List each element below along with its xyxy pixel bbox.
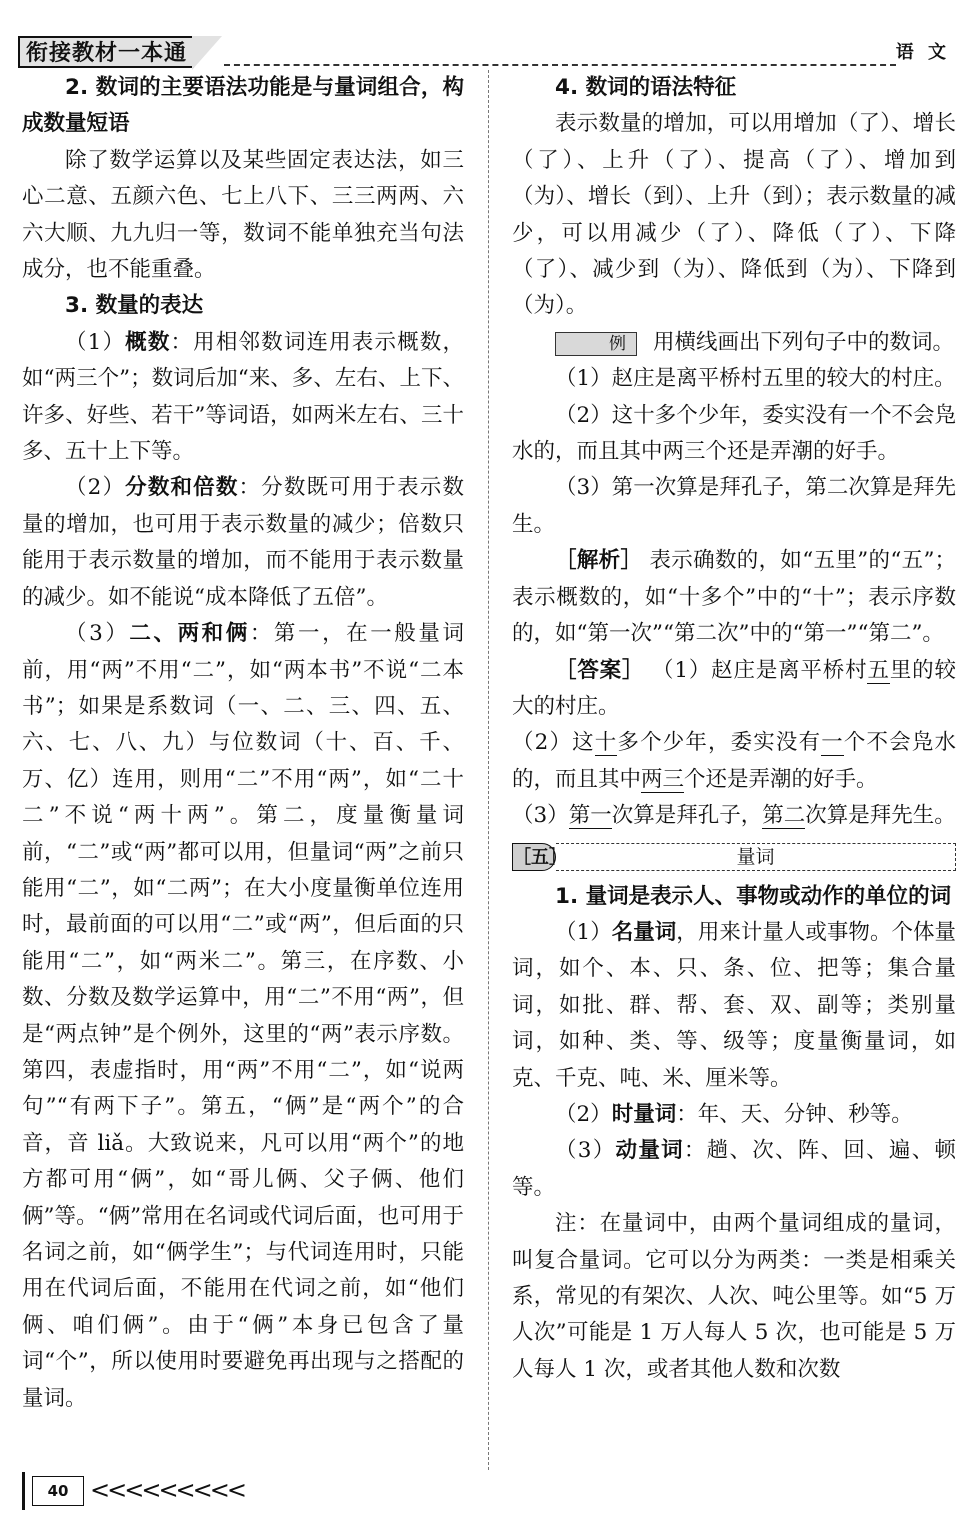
text: （3） <box>512 803 569 829</box>
text: 里的较大的村庄。 <box>512 657 956 719</box>
section-bar <box>512 841 956 875</box>
term-verb-classifier: 动量词 <box>615 1138 684 1164</box>
example-3: （3）第一次算是拜孔子，第二次算是拜先生。 <box>512 475 956 537</box>
term-fraction: 分数和倍数 <box>125 475 239 501</box>
term-time-classifier: 时量词 <box>611 1101 677 1127</box>
footer-bar <box>22 1472 25 1510</box>
page-header <box>18 36 956 70</box>
underlined-numeral: 一 <box>821 730 844 756</box>
example-1: （1）赵庄是离平桥村五里的较大的村庄。 <box>555 366 956 392</box>
text: 次算是拜先生。 <box>805 803 956 829</box>
prefix: （3） <box>65 621 130 647</box>
answer-1 <box>512 653 956 726</box>
paragraph-verb-classifier <box>512 1133 956 1206</box>
heading-2: 2. 数词的主要语法功能是与量词组合，构成数量短语 <box>22 75 464 137</box>
underlined-numeral: 五 <box>867 657 890 683</box>
section-number: ［五］ <box>512 843 556 871</box>
analysis-label: ［解析］ <box>555 548 643 574</box>
subject-label: 语 文 <box>895 42 950 63</box>
book-title: 衔接教材一本通 <box>18 36 194 68</box>
answer-label: ［答案］ <box>555 657 645 683</box>
analysis <box>512 543 956 652</box>
text: 个不会凫水的，而且其中 <box>512 730 956 792</box>
analysis-text: 表示确数的，如“五里”的“五”；表示概数的，如“十多个”中的“十”；表示序数的，如“第一次”“第二次”中的“第一”“第二”。 <box>512 548 956 647</box>
text: ，用来计量人或事物。个体量词，如个、本、只、条、位、把等；集合量词，如批、群、帮、套、双、副等；类别量词，如种、类、等、级等；度量衡量词，如克、千克、吨、米、厘米等。 <box>512 919 956 1091</box>
text: （2）这 <box>512 730 595 756</box>
paragraph-except: 除了数学运算以及某些固定表达法，如三心二意、五颜六色、七上八下、三三两两、六六大顺、九九归一等，数词不能单独充当句法成分，也不能重叠。 <box>22 147 464 283</box>
paragraph-er-liang <box>22 616 464 1417</box>
underlined-numeral: 十 <box>594 730 618 756</box>
title-tab-slant <box>192 36 222 70</box>
paragraph-features: 表示数量的增加，可以用增加（了）、增长（了）、上升（了）、提高（了）、增加到（为）、增长（到）、上升（到）；表示数量的减少，可以用减少（了）、降低（了）、下降（了）、减少到（为）、降低到（为）、下降到（为）。 <box>512 111 956 319</box>
example-2: （2）这十多个少年，委实没有一个不会凫水的，而且其中两三个还是弄潮的好手。 <box>512 402 956 465</box>
footer-arrows: <<<<<<<<< <box>90 1476 244 1504</box>
answer-3 <box>512 798 956 834</box>
text: ：趟、次、阵、回、遍、顿等。 <box>512 1138 956 1200</box>
prefix: （3） <box>555 1138 616 1164</box>
paragraph-note: 注：在量词中，由两个量词组成的量词，叫复合量词。它可以分为两类：一类是相乘关系，常见的有架次、人次、吨公里等。如“5 万人次”可能是 1 万人每人 5 次，也可能是 5 万人每人 1 次，或者其他人数和次数 <box>512 1211 956 1382</box>
example-prompt <box>512 325 956 361</box>
header-dash-line <box>224 64 896 66</box>
example-prompt-text: 用横线画出下列句子中的数词。 <box>653 329 955 355</box>
paragraph-fraction <box>22 470 464 616</box>
prefix: （2） <box>555 1101 612 1127</box>
paragraph-noun-classifier <box>512 915 956 1097</box>
text: （1）赵庄是离平桥村 <box>652 657 868 683</box>
text: 个还是弄潮的好手。 <box>684 766 878 792</box>
page-number: 40 <box>32 1476 84 1506</box>
answer-2 <box>512 725 956 798</box>
page-footer <box>22 1472 322 1512</box>
paragraph-time-classifier <box>512 1097 956 1133</box>
heading-4: 4. 数词的语法特征 <box>555 75 737 100</box>
text: ：年、天、分钟、秒等。 <box>676 1101 913 1127</box>
term-noun-classifier: 名量词 <box>611 919 677 945</box>
heading-3: 3. 数量的表达 <box>65 293 204 319</box>
term-approx: 概数 <box>125 329 171 355</box>
term-er-liang: 二、两和俩 <box>129 621 250 647</box>
text: ：第一，在一般量词前，用“两”不用“二”，如“两本书”不说“二本书”；如果是系数词（一、二、三、四、五、六、七、八、九）与位数词（十、百、千、万、亿）连用，则用“二”不用“两”，如“二十二”不说“两十两”。第二，度量衡量词前，“二”或“两”都可以用，但量词“两”之前只能用“二”，如“二两”；在大小度量衡单位连用时，最前面的可以用“二”或“两”，但后面的只能用“二”，如“两米二”。第三，在序数、小数、分数及数学运算中，用“二”不用“两”，但是“两点钟”是个例外，这里的“两”表示序数。第四，表虚指时，用“两”不用“二”，如“说两句”“有两下子”。第五，“俩”是“两个”的合音，音 liǎ。大致说来，凡可以用“两个”的地方都可用“俩”，如“哥儿俩、父子俩、他们俩”等。“俩”常用在名词或代词后面，也可用于名词之前，如“俩学生”；与代词连用时，只能用在代词后面，不能用在代词之前，如“他们俩、咱们俩”。由于“俩”本身已包含了量词“个”，所以使用时要避免再出现与之搭配的量词。 <box>22 621 464 1411</box>
section-title: 量词 <box>556 843 956 871</box>
underlined-numeral: 第二 <box>762 803 806 829</box>
prefix: （2） <box>65 475 126 501</box>
text: ：分数既可用于表示数量的增加，也可用于表示数量的减少；倍数只能用于表示数量的增加，而不能用于表示数量的减少。如不能说“成本降低了五倍”。 <box>22 475 464 610</box>
right-column <box>512 70 956 1388</box>
column-divider <box>488 70 489 1470</box>
prefix: （1） <box>555 919 612 945</box>
text: ：用相邻数词连用表示概数，如“两三个”；数词后加“来、多、左右、上下、许多、好些、若干”等词语，如两米左右、三十多、五十上下等。 <box>22 329 464 465</box>
left-column <box>22 70 464 1417</box>
text: 多个少年，委实没有 <box>617 730 822 756</box>
example-label: 例 <box>555 332 637 356</box>
text: 次算是拜孔子， <box>611 803 763 829</box>
underlined-numeral: 两三 <box>641 766 685 792</box>
underlined-numeral: 第一 <box>568 803 612 829</box>
paragraph-approx <box>22 325 464 471</box>
heading-5: 1. 量词是表示人、事物或动作的单位的词 <box>555 883 952 909</box>
prefix: （1） <box>65 329 126 355</box>
